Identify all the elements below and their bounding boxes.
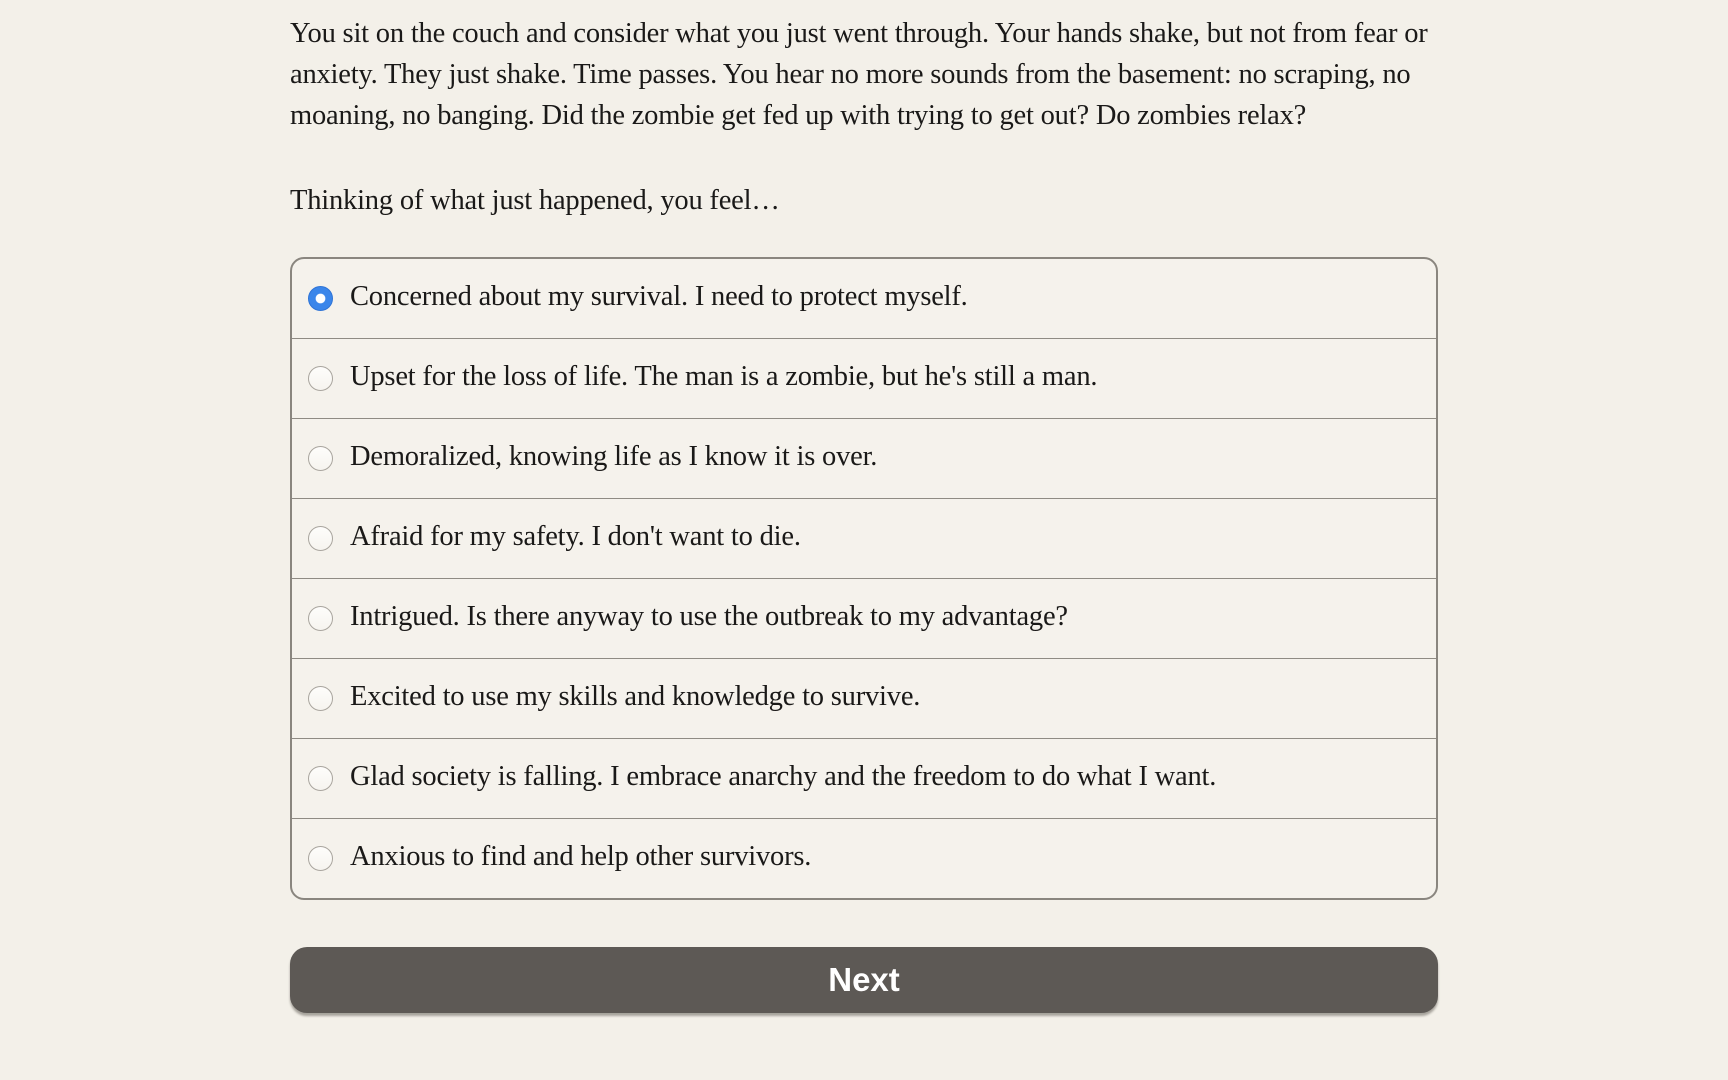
story-page: [290, 0, 1438, 1013]
choice-label: Intrigued. Is there anyway to use the outbreak to my advantage?: [350, 600, 1068, 632]
choice-prompt: Thinking of what just happened, you feel…: [290, 185, 780, 216]
story-text: You sit on the couch and consider what you just went through. Your hands shake, but not from fear or anxiety. They just shake. Time passes. You hear no more sounds from the basement: no scraping, no moaning, no banging. Did the zombie get fed up with trying to get out? Do zombies relax?: [290, 18, 1428, 131]
choice-label: Anxious to find and help other survivors.: [350, 840, 812, 872]
radio-button[interactable]: [308, 606, 333, 631]
choice-label: Excited to use my skills and knowledge to survive.: [350, 680, 921, 712]
choice-option[interactable]: [292, 259, 1436, 338]
radio-button[interactable]: [308, 366, 333, 391]
choice-label: Upset for the loss of life. The man is a zombie, but he's still a man.: [350, 360, 1098, 392]
choice-option[interactable]: [292, 658, 1436, 738]
radio-button[interactable]: [308, 286, 333, 311]
choice-option[interactable]: [292, 418, 1436, 498]
choice-option[interactable]: [292, 578, 1436, 658]
radio-button[interactable]: [308, 766, 333, 791]
choice-option[interactable]: [292, 818, 1436, 898]
choice-list: [290, 257, 1438, 900]
choice-option[interactable]: [292, 338, 1436, 418]
choice-label: Glad society is falling. I embrace anarchy and the freedom to do what I want.: [350, 760, 1217, 792]
choice-label: Afraid for my safety. I don't want to die.: [350, 520, 801, 552]
choice-option[interactable]: [292, 498, 1436, 578]
choice-option[interactable]: [292, 738, 1436, 818]
radio-button[interactable]: [308, 686, 333, 711]
next-button[interactable]: Next: [290, 947, 1438, 1013]
radio-button[interactable]: [308, 446, 333, 471]
radio-button[interactable]: [308, 526, 333, 551]
narrative-block: [290, 13, 1468, 221]
radio-button[interactable]: [308, 846, 333, 871]
choice-label: Concerned about my survival. I need to protect myself.: [350, 280, 968, 312]
choice-label: Demoralized, knowing life as I know it is over.: [350, 440, 878, 472]
